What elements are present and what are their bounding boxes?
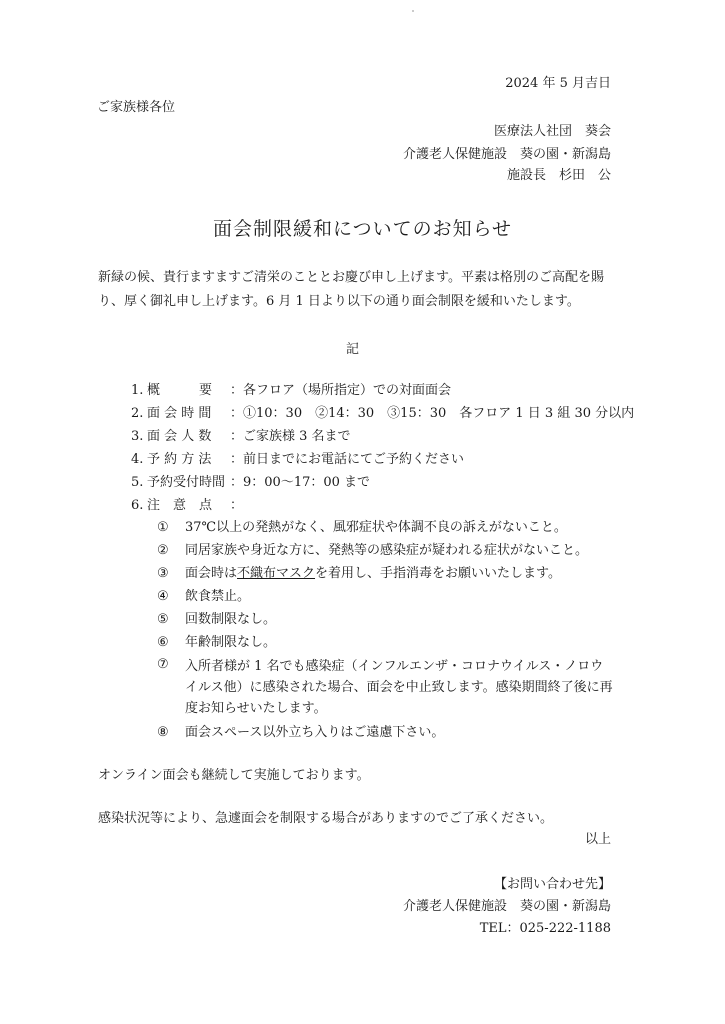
item-label: 面 会 人 数 <box>147 429 212 444</box>
note-text: 回数制限なし。 <box>185 612 277 627</box>
item-number: 6. <box>131 498 144 513</box>
recipient: ご家族様各位 <box>97 100 176 115</box>
item-value: ：①10：30 ②14：30 ③15：30 各フロア 1 日 3 組 30 分以内 <box>230 406 635 421</box>
note-marker: ⑥ <box>157 635 169 650</box>
note-marker: ⑧ <box>157 725 169 740</box>
item-number: 1. <box>131 383 144 398</box>
note-text-part: を着用し、手指消毒をお願いいたします。 <box>315 566 561 581</box>
item-value: ：前日までにお電話にてご予約ください <box>230 452 465 467</box>
item-value: ：9：00～17：00 まで <box>230 475 371 490</box>
scan-speck <box>412 10 414 12</box>
item-visit-times <box>131 405 634 423</box>
contact-tel: TEL：025-222-1188 <box>479 921 611 936</box>
contact-heading: 【お問い合わせ先】 <box>493 877 611 892</box>
note-text <box>185 565 561 583</box>
item-label: 予約受付時間 <box>147 475 226 490</box>
underlined-term: 不織布マスク <box>237 566 316 581</box>
note-text: 年齢制限なし。 <box>185 635 277 650</box>
online-visit-note: オンライン面会も継続して実施しております。 <box>98 768 370 783</box>
note-text: 飲食禁止。 <box>185 589 251 604</box>
ki-heading: 記 <box>346 342 360 357</box>
item-visitor-count <box>131 428 351 446</box>
restriction-note: 感染状況等により、急遽面会を制限する場合がありますのでご了承ください。 <box>98 811 554 826</box>
item-label: 予 約 方 法 <box>147 452 212 467</box>
sender-organization: 医療法人社団 葵会 <box>493 124 611 139</box>
item-reservation-hours <box>131 474 370 492</box>
note-text: 入所者様が 1 名でも感染症（インフルエンザ・コロナウイルス・ノロウイルス他）に感染された場合、面会を中止致します。感染期間終了後に再度お知らせいたします。 <box>185 659 613 716</box>
document-date: 2024 年 5 月吉日 <box>505 76 611 91</box>
item-value: ： <box>230 498 244 513</box>
sender-head: 施設長 杉田 公 <box>506 168 611 183</box>
item-value: ：各フロア（場所指定）での対面面会 <box>230 383 452 398</box>
item-number: 4. <box>131 452 144 467</box>
sender-facility: 介護老人保健施設 葵の園・新潟島 <box>402 147 611 162</box>
note-marker: ⑦ <box>157 657 169 672</box>
closing-mark: 以上 <box>584 832 611 847</box>
item-number: 2. <box>131 406 144 421</box>
item-number: 3. <box>131 429 144 444</box>
note-marker: ④ <box>157 589 169 604</box>
item-value: ：ご家族様 3 名まで <box>230 429 351 444</box>
greeting-paragraph: 新緑の候、貴行ますますご清栄のこととお慶び申し上げます。平素は格別のご高配を賜り、厚く御礼申し上げます。6 月 1 日より以下の通り面会制限を緩和いたします。 <box>98 270 604 309</box>
contact-facility: 介護老人保健施設 葵の園・新潟島 <box>402 899 611 914</box>
item-label: 注 意 点 <box>147 498 213 513</box>
item-overview <box>131 382 451 400</box>
item-label: 面 会 時 間 <box>147 406 212 421</box>
note-marker: ① <box>157 520 169 535</box>
document-title: 面会制限緩和についてのお知らせ <box>212 218 513 240</box>
note-text: 37℃以上の発熱がなく、風邪症状や体調不良の訴えがないこと。 <box>185 520 567 535</box>
note-text: 面会スペース以外立ち入りはご遠慮下さい。 <box>185 725 445 740</box>
note-text: 同居家族や身近な方に、発熱等の感染症が疑われる症状がないこと。 <box>185 543 589 558</box>
note-marker: ③ <box>157 566 169 581</box>
note-text-part: 面会時は <box>185 566 238 581</box>
item-reservation-method <box>131 451 464 469</box>
note-marker: ② <box>157 543 169 558</box>
item-label: 概 要 <box>147 383 213 398</box>
item-notes <box>131 497 243 515</box>
item-number: 5. <box>131 475 144 490</box>
note-marker: ⑤ <box>157 612 169 627</box>
